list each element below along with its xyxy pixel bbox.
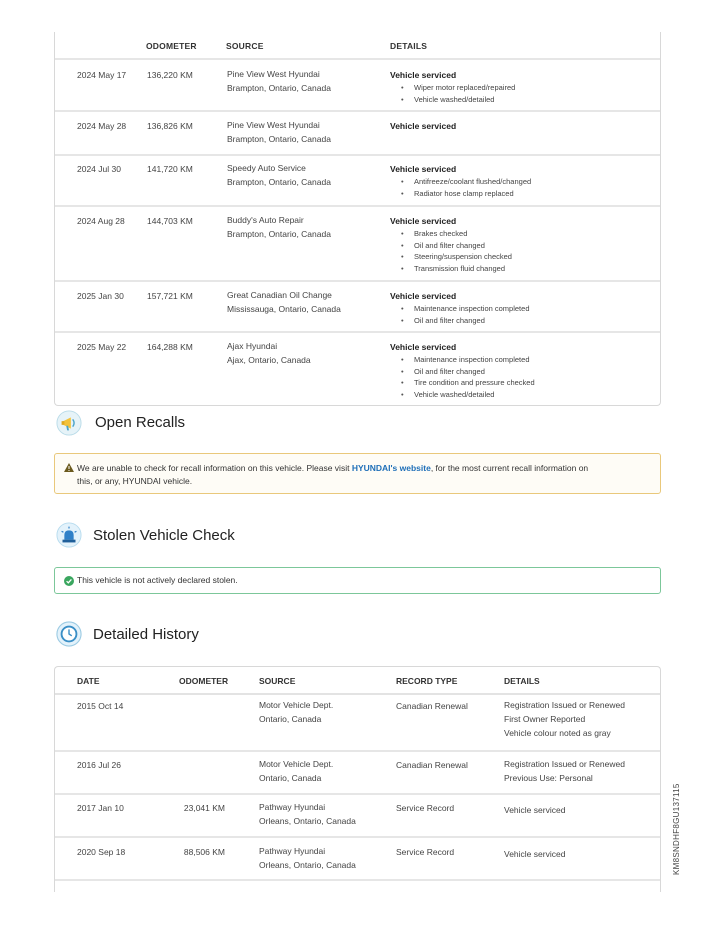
row-odometer: 88,506 KM [183,847,225,857]
header-date: DATE [77,676,100,686]
recall-text-line2: this, or any, HYUNDAI vehicle. [77,476,193,486]
source-name: Motor Vehicle Dept. [259,700,334,710]
detail-item: • Radiator hose clamp replaced [414,188,531,200]
row-source [259,757,333,785]
row-date: 2016 Jul 26 [77,760,121,770]
detail-line: Vehicle serviced [504,805,566,815]
row-details [390,163,531,199]
detailed-history-title: Detailed History [93,626,199,643]
row-divider [55,879,660,881]
source-location: Orleans, Ontario, Canada [259,860,356,870]
row-odometer: 157,721 KM [147,291,193,301]
row-details [390,69,515,105]
source-location: Ontario, Canada [259,714,322,724]
detail-title: Vehicle serviced [390,291,457,301]
source-location: Ontario, Canada [259,773,322,783]
header-odometer: ODOMETER [179,676,229,686]
service-history-table [54,32,661,406]
check-circle-icon [64,576,74,586]
detail-title: Vehicle serviced [390,342,457,352]
recall-text-before: We are unable to check for recall information on this vehicle. Please visit [77,463,352,473]
row-source [227,118,331,146]
table-header [55,32,660,60]
megaphone-icon [56,410,82,436]
source-location: Mississauga, Ontario, Canada [227,304,341,314]
source-location: Brampton, Ontario, Canada [227,229,331,239]
detail-item: • Maintenance inspection completed [414,354,535,366]
siren-icon [56,522,82,548]
source-location: Brampton, Ontario, Canada [227,83,331,93]
detail-line: Registration Issued or Renewed [504,759,625,769]
detail-item: • Transmission fluid changed [414,263,512,275]
table-row [55,58,660,110]
detail-item: • Oil and filter changed [414,240,512,252]
row-source [259,800,356,828]
detail-title: Vehicle serviced [390,164,457,174]
detail-item: • Vehicle washed/detailed [414,389,535,401]
source-name: Motor Vehicle Dept. [259,759,334,769]
detail-title: Vehicle serviced [390,70,457,80]
table-row [55,750,660,793]
recall-message [77,462,588,475]
stolen-check-title: Stolen Vehicle Check [93,527,235,544]
row-date: 2017 Jan 10 [77,803,124,813]
detail-item: • Oil and filter changed [414,366,535,378]
header-odometer: ODOMETER [146,41,197,51]
detail-item: • Antifreeze/coolant flushed/changed [414,176,531,188]
row-date: 2024 Aug 28 [77,216,125,226]
source-name: Pine View West Hyundai [227,120,320,130]
recall-text-after: , for the most current recall information on [430,463,589,473]
row-record-type: Canadian Renewal [396,760,468,770]
header-source: SOURCE [226,41,264,51]
table-row [55,280,660,331]
detail-line: First Owner Reported [504,714,586,724]
source-name: Pine View West Hyundai [227,69,320,79]
row-odometer: 136,220 KM [147,70,193,80]
detail-item: • Vehicle washed/detailed [414,94,515,106]
stolen-status-alert [54,567,661,594]
row-record-type: Service Record [396,803,455,813]
row-date: 2025 Jan 30 [77,291,124,301]
open-recalls-title: Open Recalls [95,414,186,431]
row-date: 2024 May 28 [77,121,127,131]
table-row [55,154,660,205]
detail-item: • Maintenance inspection completed [414,303,530,315]
history-icon [56,621,82,647]
row-source [227,213,331,241]
row-details [504,847,565,861]
row-source [259,844,356,872]
row-date: 2025 May 22 [77,342,127,352]
detail-item: • Tire condition and pressure checked [414,377,535,389]
row-source [227,67,331,95]
row-details [390,341,535,400]
row-date: 2015 Oct 14 [77,701,124,711]
row-details [390,290,530,326]
table-row [55,110,660,154]
source-name: Pathway Hyundai [259,846,326,856]
row-source [259,698,333,726]
row-date: 2024 May 17 [77,70,127,80]
source-location: Brampton, Ontario, Canada [227,177,331,187]
detail-item: • Oil and filter changed [414,315,530,327]
source-name: Great Canadian Oil Change [227,290,332,300]
source-name: Ajax Hyundai [227,341,278,351]
table-row [55,205,660,280]
row-source [227,339,311,367]
row-odometer: 144,703 KM [147,216,193,226]
source-name: Buddy's Auto Repair [227,215,304,225]
row-details [504,698,625,740]
stolen-status-message: This vehicle is not actively declared stolen. [77,575,238,585]
row-odometer: 136,826 KM [147,121,193,131]
source-name: Pathway Hyundai [259,802,326,812]
detail-line: Vehicle colour noted as gray [504,728,611,738]
table-header [55,667,660,695]
row-record-type: Service Record [396,847,455,857]
recall-alert [54,453,661,494]
table-row [55,836,660,881]
detailed-history-table [54,666,661,892]
row-details [504,757,625,785]
row-source [227,288,341,316]
row-details [504,803,565,817]
table-row [55,793,660,836]
detail-item: • Wiper motor replaced/repaired [414,82,515,94]
detail-line: Vehicle serviced [504,849,566,859]
row-date: 2024 Jul 30 [77,164,121,174]
detail-title: Vehicle serviced [390,121,457,131]
row-details [390,215,512,274]
header-record-type: RECORD TYPE [396,676,458,686]
row-odometer: 164,288 KM [147,342,193,352]
detail-line: Previous Use: Personal [504,773,593,783]
table-row [55,693,660,750]
header-source: SOURCE [259,676,296,686]
source-name: Speedy Auto Service [227,163,306,173]
row-record-type: Canadian Renewal [396,701,468,711]
detail-item: • Steering/suspension checked [414,251,512,263]
header-details: DETAILS [504,676,540,686]
detail-title: Vehicle serviced [390,216,457,226]
source-location: Brampton, Ontario, Canada [227,134,331,144]
row-odometer: 141,720 KM [147,164,193,174]
row-source [227,161,331,189]
source-location: Orleans, Ontario, Canada [259,816,356,826]
row-odometer: 23,041 KM [183,803,225,813]
source-location: Ajax, Ontario, Canada [227,355,311,365]
detail-line: Registration Issued or Renewed [504,700,625,710]
row-date: 2020 Sep 18 [77,847,126,857]
row-details [390,120,456,132]
hyundai-website-link[interactable]: HYUNDAI's website [351,463,431,473]
header-details: DETAILS [390,41,428,51]
vin-sidebar-text: KM8SNDHF8GU137115 [672,783,681,875]
table-row [55,331,660,405]
detail-item: • Brakes checked [414,228,512,240]
warning-icon [64,463,74,472]
